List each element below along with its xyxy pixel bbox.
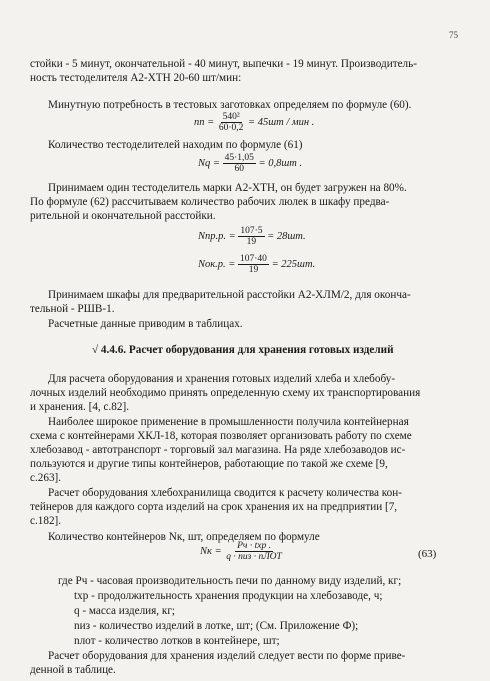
text-line: Принимаем шкафы для предварительной расстойки А2-ХЛМ/2, для оконча- [48, 289, 411, 301]
definition-line: nлот - количество лотков в контейнере, шт; [74, 635, 280, 647]
formula-63 [200, 541, 284, 562]
fraction [224, 541, 284, 562]
text-line: лочных изделий необходимо принять определенную схему их транспортирования [30, 387, 421, 399]
numerator: 540² [222, 112, 240, 122]
text-line: тельной - РШВ-1. [30, 303, 115, 315]
text-line: Минутную потребность в тестовых заготовках определяем по формуле (60). [48, 99, 412, 111]
formula-rhs: = 0,8шт . [258, 157, 303, 169]
text-line: Расчет оборудования для хранения изделий следует вести по форме приве- [48, 650, 406, 662]
formula-62a [198, 226, 306, 247]
text-line: хлебозавод - автотранспорт - торговый зал магазина. На ряде хлебозаводов ис- [30, 444, 406, 456]
text-line: стойки - 5 минут, окончательной - 40 минут, выпечки - 19 минут. Производитель- [30, 58, 417, 70]
denominator: 60·0,2 [218, 123, 244, 133]
page-number: 75 [449, 30, 458, 40]
definition-line: tхр - продолжительность хранения продукции на хлебозаводе, ч; [74, 590, 383, 602]
formula-lhs: nп = [194, 116, 215, 128]
definition-line: где Рч - часовая производительность печи по данному виду изделий, кг; [58, 575, 402, 587]
text-line: ность тестоделителя А2-ХТН 20-60 шт/мин: [30, 72, 242, 84]
section-heading: √ 4.4.6. Расчет оборудования для хранения готовых изделий [92, 344, 394, 356]
text-line: Для расчета оборудования и хранения готовых изделий хлеба и хлебобу- [48, 373, 396, 385]
text-line: и хранения. [4, с.82]. [30, 401, 129, 413]
definition-line: nиз - количество изделий в лотке, шт; (См. Приложение Ф); [74, 620, 359, 632]
text-line: По формуле (62) рассчитываем количество рабочих люлек в шкафу предва- [30, 196, 390, 208]
numerator: 45·1,05 [224, 153, 254, 163]
denominator: 60 [234, 164, 244, 174]
equation-number: (63) [418, 548, 437, 560]
fraction [238, 226, 264, 247]
formula-lhs: Nк = [200, 545, 222, 557]
text-line: Количество контейнеров Nк, шт, определяем по формуле [48, 531, 320, 543]
text-line: Принимаем один тестоделитель марки А2-ХТН, он будет загружен на 80%. [48, 182, 407, 194]
text-line: с.263]. [30, 472, 62, 484]
formula-61 [198, 153, 302, 174]
formula-rhs: = 225шт. [271, 258, 316, 270]
text-line: Расчет оборудования хлебохранилища сводится к расчету количества кон- [48, 487, 402, 499]
fraction [238, 254, 269, 275]
text-line: Расчетные данные приводим в таблицах. [48, 318, 243, 330]
fraction [217, 112, 246, 133]
text-line: тейнеров для каждого сорта изделий на срок хранения их на предприятии [7, [30, 501, 398, 513]
denominator: q · nиз · nЛОТ [226, 552, 282, 562]
numerator: Рч · tхр . [237, 541, 271, 551]
formula-rhs: = 28шт. [267, 230, 306, 242]
formula-lhs: Nпр.р. = [198, 230, 236, 242]
formula-60 [194, 112, 314, 133]
formula-lhs: Nq = [198, 157, 220, 169]
text-line: денной в таблице. [30, 664, 116, 676]
denominator: 19 [248, 265, 259, 275]
formula-62b [198, 254, 315, 275]
formula-rhs: = 45шт / мин . [248, 116, 315, 128]
formula-lhs: Nок.р. = [198, 258, 236, 270]
fraction [223, 153, 256, 174]
denominator: 19 [246, 237, 257, 247]
text-line: Наиболее широкое применение в промышленности получила контейнерная [48, 416, 409, 428]
definition-line: q - масса изделия, кг; [74, 605, 176, 617]
text-line: с.182]. [30, 515, 62, 527]
text-line: пользуются и другие типы контейнеров, работающие по такой же схеме [9, [30, 458, 388, 470]
text-line: рительной и окончательной расстойки. [30, 210, 216, 222]
numerator: 107·5 [240, 226, 263, 236]
numerator: 107·40 [240, 254, 267, 264]
text-line: Количество тестоделителей находим по формуле (61) [48, 139, 303, 151]
text-line: схема с контейнерами ХКЛ-18, которая позволяет организовать работу по схеме [30, 430, 412, 442]
